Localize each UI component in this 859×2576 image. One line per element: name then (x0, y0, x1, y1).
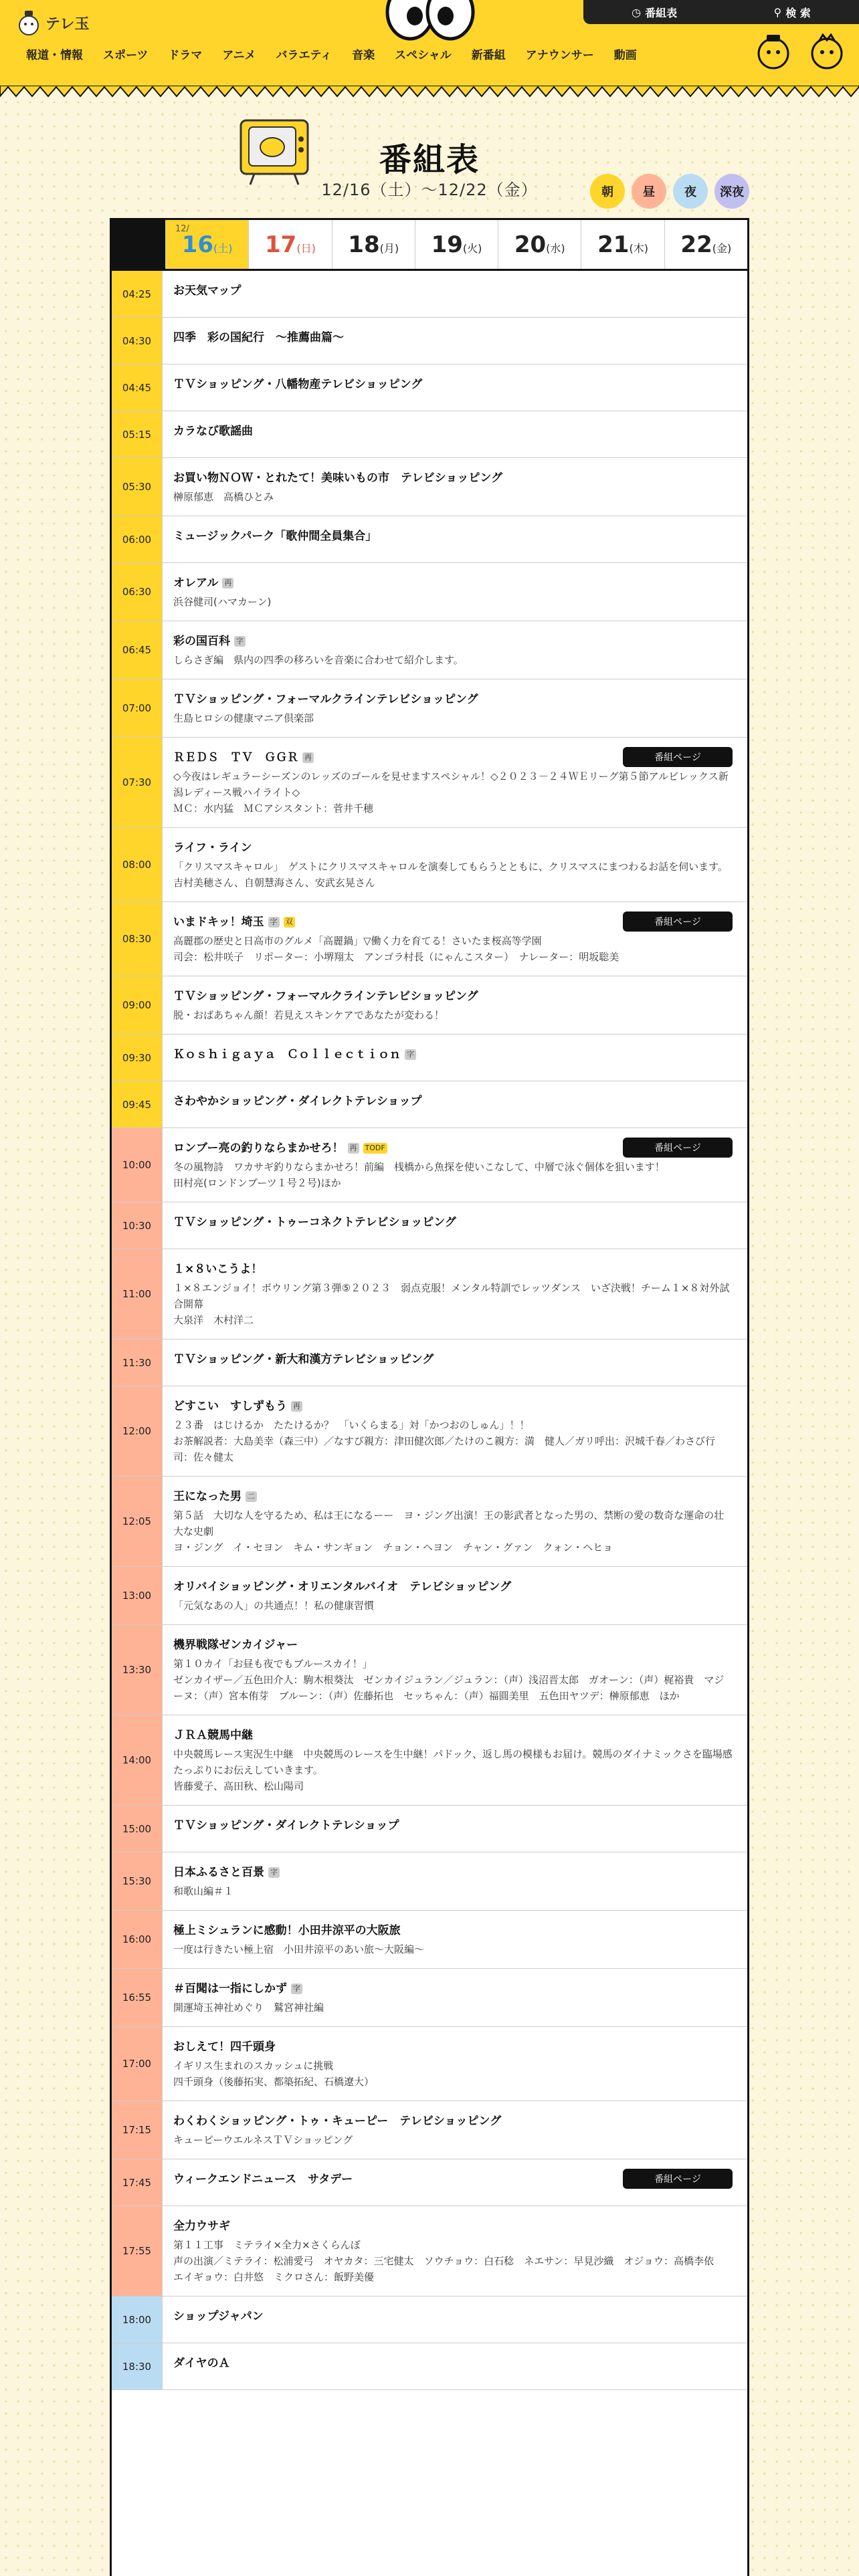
program-detail: ２３番 はじけるか たたけるか？ 「いくらまる」対「かつおのしゅん」！！ (173, 1419, 530, 1431)
program-time: 12:05 (112, 1477, 163, 1566)
program-row (112, 1567, 747, 1625)
program-detail: 脱・おばあちゃん顔！若見えスキンケアであなたが変わる！ (173, 1009, 445, 1021)
program-badge: 字 (268, 917, 280, 928)
day-date (348, 231, 399, 258)
program-body (163, 621, 747, 679)
program-row (112, 1911, 747, 1969)
program-detail: 冬の風物詩 ワカサギ釣りならまかせろ！前編 桟橋から魚探を使いこなして、中層で泳ぐ個体を狙います！ (173, 1161, 665, 1173)
program-body (163, 2206, 747, 2296)
program-detail: 第１０カイ「お昼も夜でもブルースカイ！」 (173, 1658, 373, 1670)
program-title-text: 機界戦隊ゼンカイジャー (173, 1638, 298, 1652)
program-row (112, 1625, 747, 1715)
program-title[interactable] (173, 1352, 734, 1368)
program-time: 05:30 (112, 458, 163, 516)
program-detail: 開運埼玉神社めぐり 鷲宮神社編 (173, 2002, 324, 2014)
day-date (680, 231, 731, 258)
program-time: 16:55 (112, 1969, 163, 2026)
program-title-text: Ｋｏｓｈｉｇａｙａ Ｃｏｌｌｅｃｔｉｏｎ (173, 1048, 401, 1061)
program-title[interactable] (173, 633, 734, 649)
program-time: 17:15 (112, 2101, 163, 2159)
program-row (112, 1249, 747, 1339)
day-tab[interactable] (248, 220, 331, 269)
slot-button[interactable]: 夜 (673, 174, 708, 209)
program-body (163, 2296, 747, 2343)
program-title[interactable] (173, 2355, 734, 2371)
program-title[interactable] (173, 988, 734, 1004)
program-title-text: 彩の国百科 (173, 635, 230, 648)
program-row (112, 1969, 747, 2027)
day-number: 22 (680, 231, 712, 258)
day-weekday: (水) (546, 241, 565, 255)
program-row (112, 1339, 747, 1386)
program-row (112, 411, 747, 458)
day-tab[interactable] (498, 220, 581, 269)
program-badge: 字 (291, 1983, 302, 1994)
day-tabs-corner (112, 220, 165, 269)
program-title[interactable] (173, 470, 734, 486)
program-row (112, 976, 747, 1035)
nav-item[interactable]: スペシャル (395, 49, 452, 62)
program-badge: TODF (363, 1143, 387, 1154)
date-range: 12/16（土）〜12/22（金） (321, 181, 538, 199)
program-row (112, 2159, 747, 2206)
program-time: 13:30 (112, 1625, 163, 1715)
day-date (597, 231, 648, 258)
program-badge: 二 (246, 1491, 257, 1502)
program-title[interactable] (173, 1093, 734, 1109)
program-detail: 和歌山編＃１ (173, 1885, 234, 1897)
program-time: 08:00 (112, 828, 163, 901)
program-title[interactable] (173, 1981, 734, 1997)
program-time: 11:30 (112, 1339, 163, 1386)
program-title[interactable] (173, 1489, 734, 1505)
program-body (163, 2027, 747, 2101)
program-row (112, 1852, 747, 1911)
program-body (163, 828, 747, 901)
program-detail: 一度は行きたい極上宿 小田井涼平のあい旅〜大阪編〜 (173, 1943, 425, 1955)
day-number: 17 (265, 231, 297, 258)
program-detail: ◇今夜はレギュラーシーズンのレッズのゴールを見せますスペシャル！◇２０２３－２４ＷＥリーグ第５節アルビレックス新潟レディース戦ハイライト◇ (173, 770, 729, 798)
program-title-text: 全力ウサギ (173, 2220, 230, 2233)
program-body (163, 1806, 747, 1852)
day-month: 12/ (175, 224, 189, 234)
program-time: 07:00 (112, 679, 163, 737)
program-page-button[interactable]: 番組ページ (623, 1138, 733, 1158)
mascot-eyes-icon (380, 0, 480, 41)
nav-item[interactable]: 音楽 (352, 49, 375, 62)
day-date (432, 231, 482, 258)
program-detail: 榊原郁恵 高橋ひとみ (173, 491, 274, 503)
day-tabs (112, 220, 747, 271)
program-title-text: ＴＶショッピング・新大和漢方テレビショッピング (173, 1353, 434, 1366)
program-row (112, 1715, 747, 1806)
program-title[interactable] (173, 2039, 734, 2055)
program-body (163, 516, 747, 562)
slot-button[interactable]: 深夜 (714, 174, 749, 209)
character-2-icon[interactable] (809, 33, 844, 71)
day-date (182, 231, 233, 258)
program-time: 06:30 (112, 563, 163, 621)
program-detail: 司会：松井咲子 リポーター：小堺翔太 アンゴラ村長（にゃんこスター） ナレーター：明坂聡美 (173, 951, 619, 963)
program-title-text: カラなび歌謡曲 (173, 425, 253, 438)
program-title[interactable] (173, 840, 734, 856)
program-title-text: おしえて！四千頭身 (173, 2040, 276, 2054)
day-weekday: (木) (629, 241, 648, 255)
program-title-text: わくわくショッピング・トゥ・キューピー テレビショッピング (173, 2115, 502, 2128)
program-body (163, 1477, 747, 1566)
program-title[interactable] (173, 528, 734, 544)
program-time: 13:00 (112, 1567, 163, 1624)
program-title[interactable] (173, 1818, 734, 1834)
program-title[interactable] (173, 1398, 734, 1414)
program-row (112, 1202, 747, 1249)
schedule-table (110, 218, 749, 2576)
program-body (163, 563, 747, 621)
program-title[interactable] (173, 1214, 734, 1230)
clock-icon: ◷ (632, 5, 642, 19)
program-page-button[interactable]: 番組ページ (623, 2169, 733, 2189)
program-detail: しらさぎ編 県内の四季の移ろいを音楽に合わせて紹介します。 (173, 654, 464, 666)
program-detail: 第１１工事 ミテライ×全力×さくらんぼ (173, 2239, 361, 2251)
program-title[interactable] (173, 2218, 734, 2234)
program-page-button[interactable]: 番組ページ (623, 747, 733, 767)
hero (0, 107, 859, 214)
slot-button[interactable]: 朝 (590, 174, 625, 209)
program-time: 09:45 (112, 1081, 163, 1128)
day-number: 19 (431, 231, 463, 258)
program-body (163, 2101, 747, 2159)
program-time: 17:55 (112, 2206, 163, 2296)
day-tab[interactable] (415, 220, 498, 269)
program-time: 18:30 (112, 2343, 163, 2389)
site-header (0, 0, 859, 87)
main-nav (16, 45, 647, 66)
day-tab[interactable] (165, 220, 248, 269)
program-detail: 大泉洋 木村洋二 (173, 1314, 254, 1326)
program-title-text: ライフ・ライン (173, 841, 252, 855)
program-time: 17:00 (112, 2027, 163, 2101)
program-row (112, 1386, 747, 1477)
program-body (163, 679, 747, 737)
day-weekday: (火) (462, 241, 482, 255)
program-title[interactable] (173, 423, 734, 439)
program-title-text: お天気マップ (173, 284, 242, 298)
program-title[interactable] (173, 1864, 734, 1881)
program-body (163, 1386, 747, 1476)
program-title-text: オリバイショッピング・オリエンタルバイオ テレビショッピング (173, 1580, 512, 1594)
program-time: 17:45 (112, 2159, 163, 2206)
program-row (112, 271, 747, 318)
search-icon: ⚲ (773, 5, 782, 19)
program-time: 09:00 (112, 976, 163, 1034)
program-body (163, 1249, 747, 1339)
program-title-text: ＴＶショッピング・フォーマルクラインテレビショッピング (173, 990, 478, 1003)
nav-item[interactable]: バラエティ (276, 49, 332, 62)
program-page-button[interactable]: 番組ページ (623, 911, 733, 932)
program-time: 04:45 (112, 364, 163, 411)
program-time: 04:25 (112, 271, 163, 317)
program-title-text: ＴＶショッピング・八幡物産テレビショッピング (173, 378, 423, 391)
program-body (163, 1625, 747, 1715)
nav-item[interactable]: スポーツ (103, 49, 149, 62)
program-detail: 吉村美穂さん、自朝慧海さん、安武玄晃さん (173, 877, 375, 889)
program-body (163, 271, 747, 317)
program-detail: 浜谷健司(ハマカーン) (173, 596, 272, 608)
program-time: 18:00 (112, 2296, 163, 2343)
program-badge: 再 (291, 1401, 302, 1412)
day-weekday: (金) (712, 241, 732, 255)
day-date (265, 231, 316, 258)
nav-item[interactable]: アナウンサー (525, 49, 594, 62)
program-detail: 皆藤愛子、高田秋、松山陽司 (173, 1780, 304, 1792)
nav-item[interactable]: 新番組 (471, 49, 506, 62)
program-time: 04:30 (112, 318, 163, 364)
day-tab[interactable] (332, 220, 415, 269)
program-body (163, 1035, 747, 1081)
program-title-text: ミュージックパーク「歌仲間全員集合」 (173, 530, 377, 543)
program-badge: 再 (302, 752, 314, 763)
nav-item[interactable]: アニメ (222, 49, 256, 62)
program-body (163, 1567, 747, 1624)
program-title[interactable] (173, 1261, 734, 1277)
program-badge: 再 (222, 578, 233, 588)
program-row (112, 2296, 747, 2343)
day-number: 20 (514, 231, 547, 258)
program-time: 05:15 (112, 411, 163, 457)
day-number: 16 (181, 231, 214, 258)
program-row (112, 1477, 747, 1567)
program-detail: 中央競馬レース実況生中継 中央競馬のレースを生中継！パドック、返し馬の模様もお届け。競馬のダイナミックさを臨場感たっぷりにお伝えしていきます。 (173, 1748, 733, 1776)
program-title-text: 極上ミシュランに感動！小田井涼平の大阪旅 (173, 1924, 401, 1937)
program-title[interactable] (173, 377, 734, 393)
program-row (112, 902, 747, 976)
program-time: 10:30 (112, 1202, 163, 1249)
program-title-text: ショップジャパン (173, 2310, 264, 2323)
page-title: 番組表 (379, 141, 480, 179)
program-title-text: ＪＲＡ競馬中継 (173, 1729, 253, 1742)
program-row (112, 1806, 747, 1852)
program-title-text: １×８いこうよ！ (173, 1263, 263, 1276)
program-row (112, 364, 747, 411)
program-detail: 声の出演／ミテライ：松浦愛弓 オヤカタ：三宅健太 ソウチョウ：白石稔 ネエサン：早見沙織 オジョウ：高橋李依 エイギョウ：白井悠 ミクロさん：飯野美優 (173, 2255, 725, 2283)
program-title[interactable] (173, 2309, 734, 2325)
program-time: 16:00 (112, 1911, 163, 1968)
program-body (163, 411, 747, 457)
program-title-text: 四季 彩の国紀行 〜推薦曲篇〜 (173, 331, 344, 344)
program-time: 12:00 (112, 1386, 163, 1476)
program-detail: 「クリスマスキャロル」 ゲストにクリスマスキャロルを演奏してもらうとともに、クリスマスにまつわるお話を伺います。 (173, 861, 728, 873)
program-title-text: ＃百聞は一指にしかず (173, 1982, 287, 1996)
program-title[interactable] (173, 2113, 734, 2129)
program-time: 11:00 (112, 1249, 163, 1339)
program-row (112, 516, 747, 563)
program-title-text: 王になった男 (173, 1490, 242, 1503)
program-row (112, 621, 747, 679)
program-title[interactable] (173, 1923, 734, 1939)
program-title-text: ＴＶショッピング・フォーマルクラインテレビショッピング (173, 693, 478, 706)
program-title-text: ＲＥＤＳ ＴＶ ＧＧＲ (173, 751, 298, 764)
program-row (112, 2343, 747, 2390)
program-detail: イギリス生まれのスカッシュに挑戦 (173, 2060, 334, 2072)
program-title[interactable] (173, 330, 734, 346)
logo-icon (17, 9, 40, 36)
program-row (112, 563, 747, 621)
program-time: 14:00 (112, 1715, 163, 1805)
program-title-text: ダイヤのＡ (173, 2357, 230, 2370)
program-badge: 再 (348, 1143, 359, 1154)
program-title-text: ロンブー亮の釣りならまかせろ！ (173, 1142, 344, 1155)
program-title[interactable] (173, 691, 734, 708)
program-detail: １×８エンジョイ！ボウリング第３弾⑤２０２３ 弱点克服！メンタル特訓でレッツダンス いざ決戦！チーム１×８対外試合開幕 (173, 1282, 730, 1310)
logo-text: テレ玉 (45, 15, 90, 33)
program-title-text: ＴＶショッピング・ダイレクトテレショップ (173, 1819, 399, 1832)
time-slot-buttons (590, 174, 749, 209)
program-title[interactable] (173, 1727, 734, 1743)
program-time: 15:00 (112, 1806, 163, 1852)
program-row (112, 828, 747, 902)
day-number: 18 (348, 231, 380, 258)
program-row (112, 679, 747, 738)
program-title[interactable] (173, 1637, 734, 1653)
program-time: 10:00 (112, 1128, 163, 1202)
program-body (163, 364, 747, 411)
program-title[interactable] (173, 1579, 734, 1595)
program-time: 07:30 (112, 738, 163, 827)
program-detail: 生島ヒロシの健康マニア倶楽部 (173, 712, 314, 724)
program-body (163, 1339, 747, 1386)
program-detail: キューピーウエルネスＴＶショッピング (173, 2134, 353, 2146)
slot-button[interactable]: 昼 (632, 174, 666, 209)
program-detail: ヨ・ジング イ・セヨン キム・サンギョン チョン・ヘヨン チャン・グァン クォン・ヘヒョ (173, 1541, 613, 1553)
program-detail: ゼンカイザー／五色田介人：駒木根葵汰 ゼンカイジュラン／ジュラン：（声）浅沼晋太郎 ガオーン：（声）梶裕貴 マジーヌ：（声）宮本侑芽 ブルーン：（声）佐藤拓也 セッちゃん：（声）福圓美里 五色田ヤツデ：榊原郁恵 ほか (173, 1674, 725, 1702)
program-body (163, 318, 747, 364)
program-body (163, 1911, 747, 1968)
program-time: 06:00 (112, 516, 163, 562)
program-detail: ＭＣ：水内猛 ＭＣアシスタント：菅井千穂 (173, 802, 373, 815)
top-links (583, 0, 859, 24)
program-detail: お茶解説者：大島美幸（森三中）／なすび親方：津田健次郎／たけのこ親方：満 健人／ガリ呼出：沢城千春／わさび行司：佐々健太 (173, 1435, 716, 1463)
program-body (163, 976, 747, 1034)
program-list (112, 271, 747, 2390)
day-tab[interactable] (581, 220, 664, 269)
day-weekday: (土) (213, 241, 233, 255)
program-body (163, 2343, 747, 2389)
program-badge: 字 (405, 1049, 416, 1060)
day-tab[interactable] (664, 220, 747, 269)
program-body (163, 1969, 747, 2026)
program-row (112, 1035, 747, 1081)
program-row (112, 318, 747, 364)
program-time: 09:30 (112, 1035, 163, 1081)
program-title[interactable] (173, 283, 734, 299)
program-title-text: オレアル (173, 576, 219, 590)
program-detail: 高麗郡の歴史と日高市のグルメ「高麗鍋」▽働く力を育てる！さいたま桜高等学園 (173, 935, 542, 947)
program-badge: 字 (234, 636, 246, 647)
character-icon[interactable] (756, 33, 791, 71)
nav-item[interactable]: ドラマ (168, 49, 203, 62)
program-detail: 「元気なあの人」の共通点！！私の健康習慣 (173, 1600, 375, 1612)
program-row (112, 1081, 747, 1128)
program-row (112, 458, 747, 516)
program-title-text: ウィークエンドニュース サタデー (173, 2173, 353, 2186)
program-title-text: どすこい すしずもう (173, 1400, 287, 1413)
search-link[interactable]: ⚲ 検 索 (773, 5, 811, 19)
header-zigzag (0, 86, 859, 100)
program-title-text: 日本ふるさと百景 (173, 1866, 264, 1879)
program-title-text: お買い物ＮＯＷ・とれたて！美味いもの市 テレビショッピング (173, 471, 502, 485)
program-time: 15:30 (112, 1852, 163, 1910)
program-title-text: ＴＶショッピング・トゥーコネクトテレビショッピング (173, 1216, 456, 1229)
nav-item[interactable]: 動画 (613, 49, 637, 62)
program-time: 06:45 (112, 621, 163, 679)
program-row (112, 2101, 747, 2159)
day-number: 21 (597, 231, 630, 258)
program-badge: 字 (268, 1867, 280, 1878)
program-row (112, 2027, 747, 2101)
program-title-text: いまドキッ！埼玉 (173, 916, 264, 929)
program-title-text: さわやかショッピング・ダイレクトテレショップ (173, 1095, 422, 1108)
program-body (163, 1852, 747, 1910)
program-body (163, 1081, 747, 1128)
program-title[interactable] (173, 1047, 734, 1063)
program-time: 08:30 (112, 902, 163, 976)
day-date (514, 231, 565, 258)
program-detail: 田村亮(ロンドンブーツ１号２号)ほか (173, 1177, 341, 1189)
program-body (163, 1715, 747, 1805)
program-detail: 四千頭身（後藤拓実、都築拓紀、石橋遼大） (173, 2076, 375, 2088)
schedule-link[interactable]: ◷ 番組表 (632, 5, 678, 19)
program-row (112, 1128, 747, 1202)
nav-item[interactable]: 報道・情報 (26, 49, 83, 62)
site-logo[interactable] (17, 8, 90, 37)
program-body (163, 458, 747, 516)
day-weekday: (月) (379, 241, 399, 255)
program-badge: 双 (284, 917, 295, 928)
program-body (163, 1202, 747, 1249)
program-row (112, 738, 747, 828)
program-title[interactable] (173, 575, 734, 591)
program-row (112, 2206, 747, 2296)
day-weekday: (日) (296, 241, 316, 255)
program-detail: 第５話 大切な人を守るため、私は王になるーー ヨ・ジング出演！王の影武者となった男の、禁断の愛の数奇な運命の壮大な史劇 (173, 1509, 725, 1537)
